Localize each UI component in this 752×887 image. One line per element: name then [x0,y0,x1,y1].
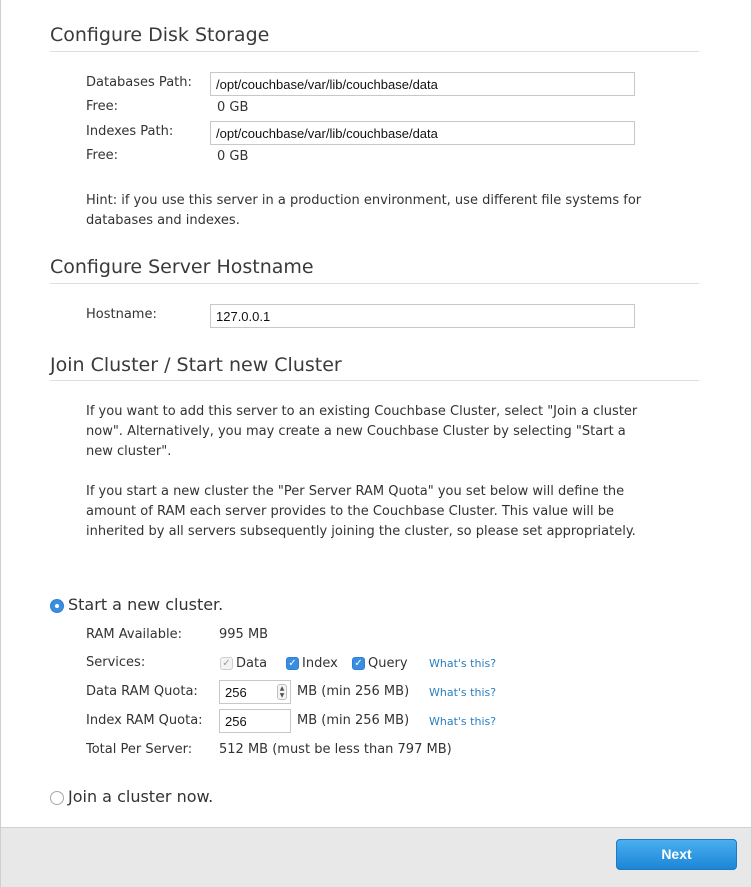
indexes-path-input[interactable] [210,121,635,145]
ram-quota-info-line-2: amount of RAM each server provides to the Couchbase Cluster. This value will be [86,504,615,519]
data-ram-quota-label: Data RAM Quota: [86,684,198,699]
services-label: Services: [86,655,146,670]
index-ram-quota-input[interactable] [219,709,291,733]
data-ram-quota-unit: MB (min 256 MB) [297,684,410,699]
join-cluster-label[interactable]: Join a cluster now. [68,787,214,806]
total-per-server-label: Total Per Server: [86,742,193,757]
service-index-checkbox[interactable]: ✓ [286,657,299,670]
start-new-cluster-radio[interactable] [50,599,64,613]
total-per-server-value: 512 MB (must be less than 797 MB) [219,742,452,757]
divider [50,380,699,381]
databases-path-label: Databases Path: [86,75,192,90]
ram-available-value: 995 MB [219,627,269,642]
service-index-label[interactable]: Index [302,656,338,671]
index-ram-quota-unit: MB (min 256 MB) [297,713,410,728]
service-query-label[interactable]: Query [368,656,408,671]
next-button[interactable]: Next [616,839,737,870]
cluster-intro-line-2: now". Alternatively, you may create a new Couchbase Cluster by selecting "Start a [86,424,626,439]
storage-hint-line-1: Hint: if you use this server in a production environment, use different file systems for [86,193,642,208]
free-label: Free: [86,99,118,114]
ram-available-label: RAM Available: [86,627,182,642]
ram-quota-info-line-3: inherited by all servers subsequently joining the cluster, so please set appropriately. [86,524,636,539]
join-cluster-radio[interactable] [50,791,64,805]
hostname-input[interactable] [210,304,635,328]
data-ram-whats-this-link[interactable]: What's this? [429,686,497,699]
cluster-intro-line-1: If you want to add this server to an existing Couchbase Cluster, select "Join a cluster [86,404,638,419]
data-ram-quota-stepper[interactable]: ▲ ▼ [277,684,287,700]
service-data-checkbox: ✓ [220,657,233,670]
ram-quota-info-line-1: If you start a new cluster the "Per Server RAM Quota" you set below will define the [86,484,625,499]
storage-hint-line-2: databases and indexes. [86,213,240,228]
hostname-label: Hostname: [86,307,157,322]
index-ram-whats-this-link[interactable]: What's this? [429,715,497,728]
databases-free-value: 0 GB [217,100,249,115]
free-label: Free: [86,148,118,163]
hostname-section-title: Configure Server Hostname [50,256,314,278]
start-new-cluster-label[interactable]: Start a new cluster. [68,595,224,614]
divider [50,51,699,52]
services-whats-this-link[interactable]: What's this? [429,657,497,670]
index-ram-quota-label: Index RAM Quota: [86,713,203,728]
cluster-section-title: Join Cluster / Start new Cluster [50,354,342,376]
service-data-label: Data [236,656,268,671]
indexes-free-value: 0 GB [217,149,249,164]
disk-section-title: Configure Disk Storage [50,24,270,46]
cluster-intro-line-3: new cluster". [86,444,172,459]
divider [50,283,699,284]
databases-path-input[interactable] [210,72,635,96]
service-query-checkbox[interactable]: ✓ [352,657,365,670]
indexes-path-label: Indexes Path: [86,124,174,139]
